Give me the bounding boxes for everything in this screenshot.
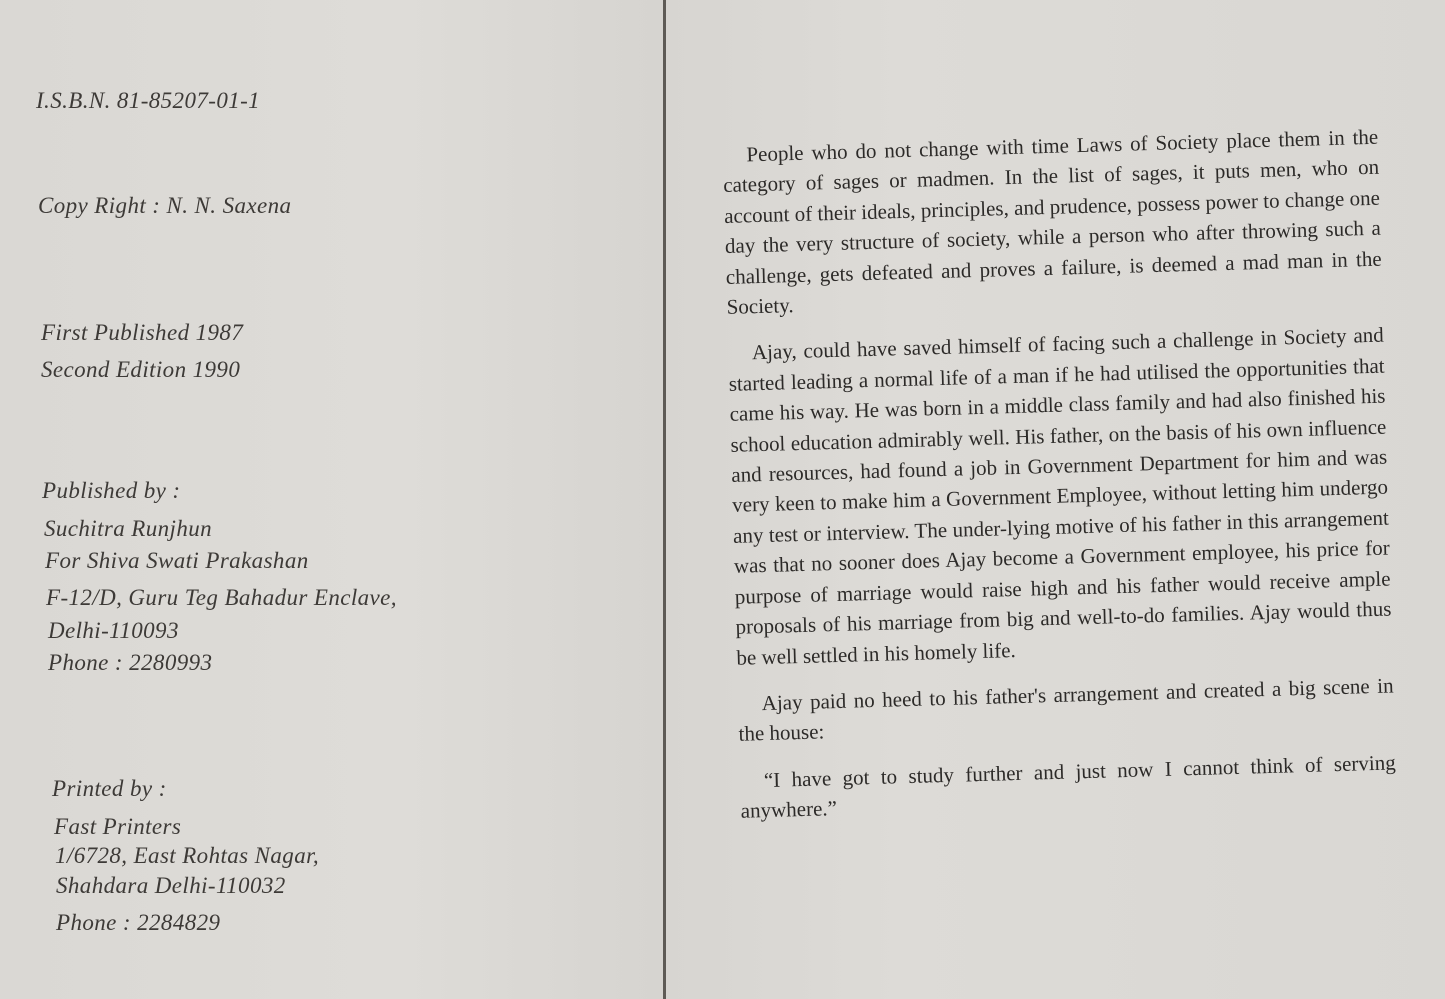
paragraph-4: “I have got to study further and just now I cannot think of serving anywhere.” [740,750,1396,823]
printed-by-heading: Printed by : [52,776,167,801]
publisher-name: Suchitra Runjhun [44,516,213,541]
publisher-phone: Phone : 2280993 [48,650,213,675]
paragraph-2: Ajay, could have saved himself of facing such a challenge in Society and started leading a normal life of a man if he had utilised the opportunities that came his way. He was born in a middle class family and had also finished his school education admirably well. His father, on the basis of his own influence and resources, had found a job in Government Department for him and was very keen to make him a Government Employee, without letting him undergo any test or interview. The under-lying motive of his father in this arrangement was that no sooner does Ajay become a Government employee, his price for purpose of marriage would raise high and his father would receive ample proposals of his marriage from big and well-to-do families. Ajay would thus be well settled in his homely life. [728,323,1392,670]
story-text [722,122,1397,843]
published-by-heading: Published by : [42,478,181,503]
isbn-line: I.S.B.N. 81-85207-01-1 [36,88,261,113]
paragraph-1: People who do not change with time Laws of Society place them in the category of sages or madmen. In the list of sages, it puts men, who on account of their ideals, principles, and prudence, possess power to change one day the very structure of society, while a person who after throwing such a challenge, gets defeated and proves a failure, is deemed a mad man in the Society. [722,124,1382,319]
publisher-imprint: For Shiva Swati Prakashan [45,548,309,573]
printer-phone: Phone : 2284829 [56,910,221,935]
printer-name: Fast Printers [54,814,182,839]
publisher-city: Delhi-110093 [48,618,179,643]
printer-city: Shahdara Delhi-110032 [56,873,286,898]
copyright-line: Copy Right : N. N. Saxena [38,193,292,218]
second-edition-line: Second Edition 1990 [41,357,241,382]
paragraph-3: Ajay paid no heed to his father's arrangement and created a big scene in the house: [738,673,1394,747]
left-page [0,0,664,999]
printer-address: 1/6728, East Rohtas Nagar, [55,843,320,868]
publisher-address: F-12/D, Guru Teg Bahadur Enclave, [46,585,397,610]
first-published-line: First Published 1987 [41,320,244,345]
